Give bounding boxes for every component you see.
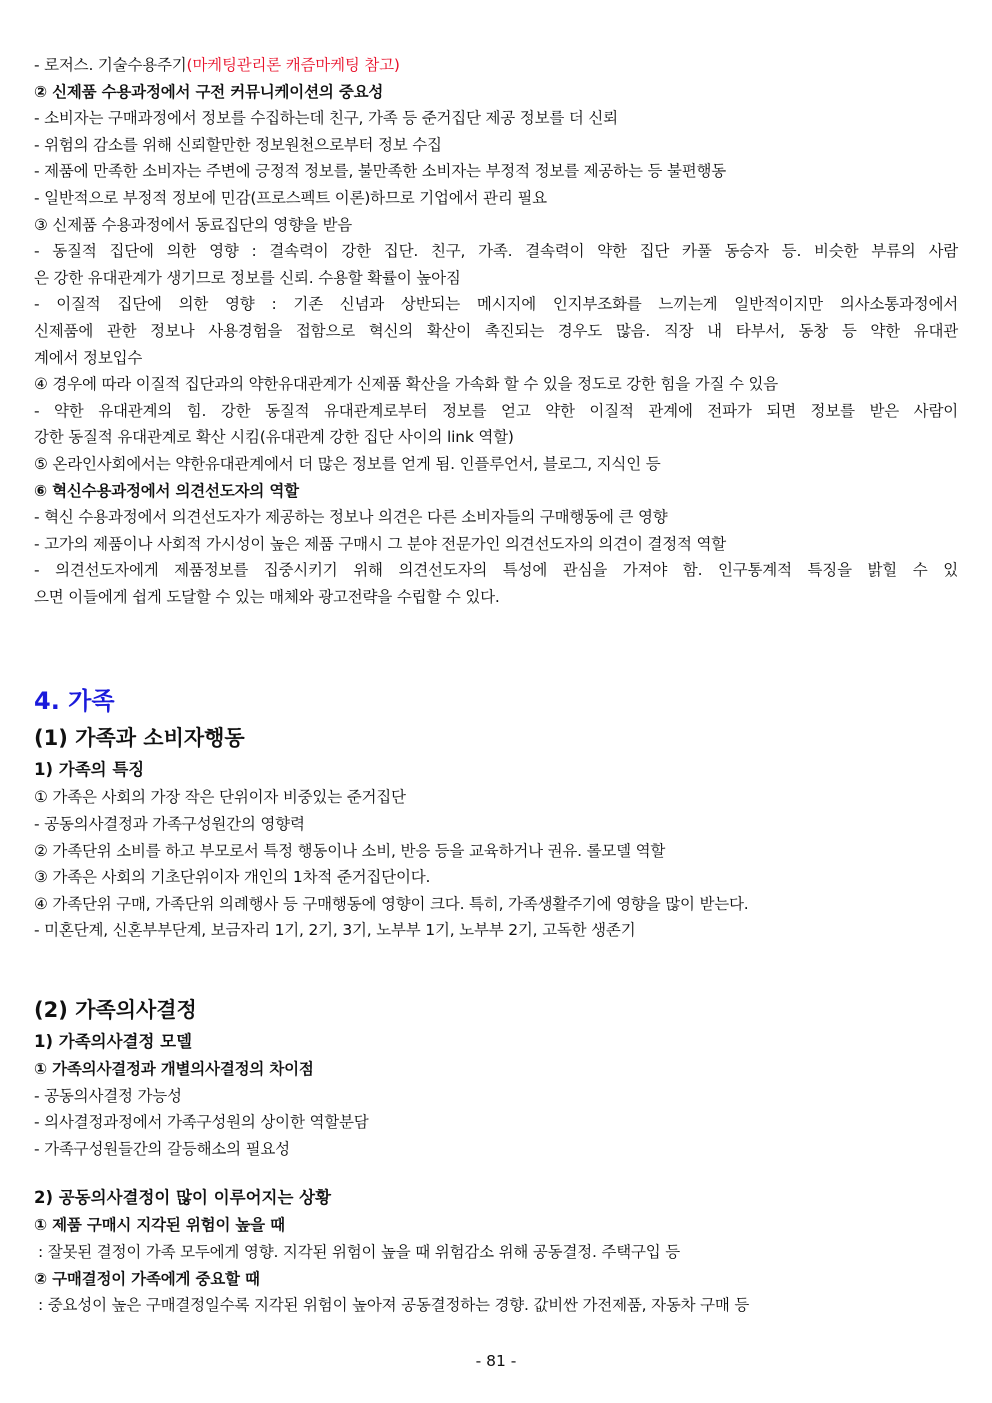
text-span: - 로저스. 기술수용주기 <box>34 56 187 74</box>
text-line: 강한 동질적 유대관계로 확산 시킴(유대관계 강한 집단 사이의 link 역할) <box>34 428 514 447</box>
subheading: 1) 가족의사결정 모델 <box>34 1032 193 1052</box>
list-item: ① 가족은 사회의 가장 작은 단위이자 비중있는 준거집단 <box>34 788 406 807</box>
text-line: : 중요성이 높은 구매결정일수록 지각된 위험이 높아져 공동결정하는 경향. 값비싼 가전제품, 자동차 구매 등 <box>38 1296 750 1315</box>
text-line: - 제품에 만족한 소비자는 주변에 긍정적 정보를, 불만족한 소비자는 부정적 정보를 제공하는 등 불편행동 <box>34 162 727 181</box>
text-line: - 혁신 수용과정에서 의견선도자가 제공하는 정보나 의견은 다른 소비자들의 구매행동에 큰 영향 <box>34 508 668 527</box>
subheading: 2) 공동의사결정이 많이 이루어지는 상황 <box>34 1188 332 1208</box>
subsection-title: (2) 가족의사결정 <box>34 998 197 1023</box>
page-content <box>34 52 958 1319</box>
text-line: - 소비자는 구매과정에서 정보를 수집하는데 친구, 가족 등 준거집단 제공 정보를 더 신뢰 <box>34 109 618 128</box>
list-item: ② 가족단위 소비를 하고 부모로서 특정 행동이나 소비, 반응 등을 교육하거나 권유. 롤모델 역할 <box>34 841 666 860</box>
list-item: ④ 가족단위 구매, 가족단위 의례행사 등 구매행동에 영향이 크다. 특히, 가족생활주기에 영향을 많이 받는다. <box>34 894 749 913</box>
item-heading: ② 신제품 수용과정에서 구전 커뮤니케이션의 중요성 <box>34 82 384 101</box>
list-item: - 의사결정과정에서 가족구성원의 상이한 역할분담 <box>34 1113 369 1132</box>
list-item: ③ 가족은 사회의 기초단위이자 개인의 1차적 준거집단이다. <box>34 868 431 887</box>
item-heading: ① 가족의사결정과 개별의사결정의 차이점 <box>34 1060 314 1079</box>
list-item: - 공동의사결정과 가족구성원간의 영향력 <box>34 815 305 834</box>
text-line: 신제품에 관한 정보나 사용경험을 접함으로 혁신의 확산이 촉진되는 경우도 많음. 직장 내 타부서, 동창 등 약한 유대관 <box>34 321 958 340</box>
item-heading: ⑥ 혁신수용과정에서 의견선도자의 역할 <box>34 481 299 500</box>
text-line: - 고가의 제품이나 사회적 가시성이 높은 제품 구매시 그 분야 전문가인 의견선도자의 의견이 결정적 역할 <box>34 534 727 553</box>
item-heading: ② 구매결정이 가족에게 중요할 때 <box>34 1269 260 1288</box>
text-line: 은 강한 유대관계가 생기므로 정보를 신뢰. 수용할 확률이 높아짐 <box>34 268 461 287</box>
text-line: ③ 신제품 수용과정에서 동료집단의 영향을 받음 <box>34 215 353 234</box>
reference-note: (마케팅관리론 캐즘마케팅 참고) <box>186 56 400 74</box>
text-line: - 위험의 감소를 위해 신뢰할만한 정보원천으로부터 정보 수집 <box>34 135 442 154</box>
section-title: 4. 가족 <box>34 687 115 716</box>
text-line: - 약한 유대관계의 힘. 강한 동질적 유대관계로부터 정보를 얻고 약한 이질적 관계에 전파가 되면 정보를 받은 사람이 <box>34 401 958 420</box>
list-item: - 공동의사결정 가능성 <box>34 1086 182 1105</box>
list-item: - 미혼단계, 신혼부부단계, 보금자리 1기, 2기, 3기, 노부부 1기, 노부부 2기, 고독한 생존기 <box>34 921 636 940</box>
item-heading: ① 제품 구매시 지각된 위험이 높을 때 <box>34 1216 285 1235</box>
text-line: - 이질적 집단에 의한 영향 : 기존 신념과 상반되는 메시지에 인지부조화를 느끼는게 일반적이지만 의사소통과정에서 <box>34 295 958 314</box>
text-line: : 잘못된 결정이 가족 모두에게 영향. 지각된 위험이 높을 때 위험감소 위해 공동결정. 주택구입 등 <box>38 1243 681 1261</box>
text-line: ⑤ 온라인사회에서는 약한유대관계에서 더 많은 정보를 얻게 됨. 인플루언서, 블로그, 지식인 등 <box>34 454 661 473</box>
text-line: - 동질적 집단에 의한 영향 : 결속력이 강한 집단. 친구, 가족. 결속력이 약한 집단 카풀 동승자 등. 비슷한 부류의 사람 <box>34 242 958 261</box>
subheading: 1) 가족의 특징 <box>34 760 145 780</box>
text-line: - 의견선도자에게 제품정보를 집중시키기 위해 의견선도자의 특성에 관심을 가져야 함. 인구통계적 특징을 밝힐 수 있 <box>34 561 958 580</box>
subsection-title: (1) 가족과 소비자행동 <box>34 726 245 751</box>
list-item: - 가족구성원들간의 갈등해소의 필요성 <box>34 1139 290 1158</box>
page-number: - 81 - <box>475 1352 517 1370</box>
text-line: - 일반적으로 부정적 정보에 민감(프로스펙트 이론)하므로 기업에서 관리 필요 <box>34 188 547 207</box>
text-line: 으면 이들에게 쉽게 도달할 수 있는 매체와 광고전략을 수립할 수 있다. <box>34 587 500 606</box>
text-line: ④ 경우에 따라 이질적 집단과의 약한유대관계가 신제품 확산을 가속화 할 수 있을 정도로 강한 힘을 가질 수 있음 <box>34 375 779 394</box>
text-line <box>34 52 958 79</box>
text-line: 계에서 정보입수 <box>34 348 143 367</box>
